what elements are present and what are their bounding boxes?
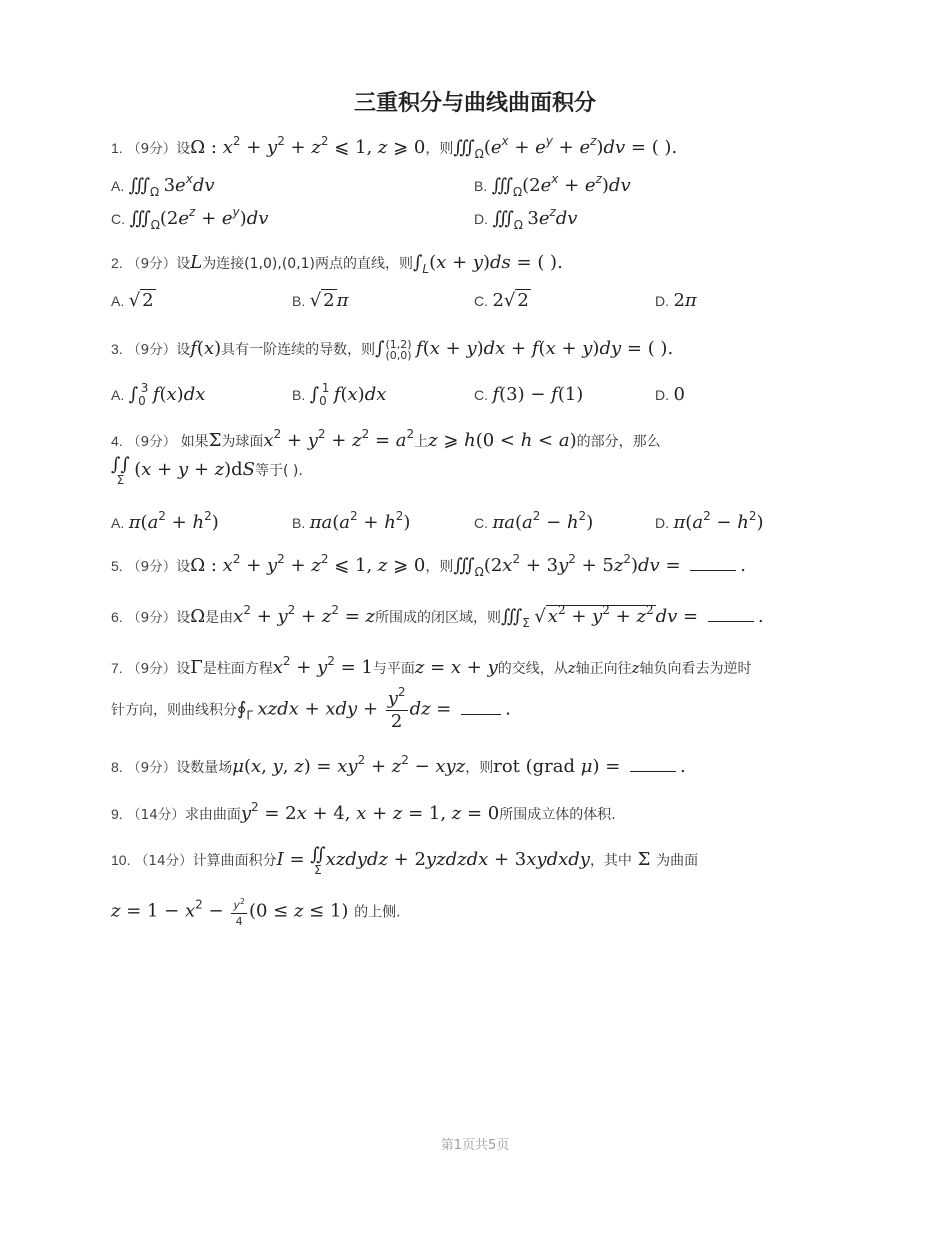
question-score: （9分） — [127, 141, 177, 157]
option-a: A. $∭_\Omega$ $3e^xdv$ — [111, 172, 215, 199]
option-d: D. $∭_\Omega$ $3e^zdv$ — [474, 205, 578, 232]
option-d: D. $\pi(a^2 - h^2)$ — [655, 509, 764, 533]
question-4: 4. （9分） 如果Σ为球面$x^2 + y^2 + z^2 = a^2$上z ⩾ h(0 < h < a)的部分，那么 — [111, 427, 661, 451]
question-10: 10. （14分）计算曲面积分I = ∬ Σ xzdydz + 2yzdzdx + 3xydxdy，其中 Σ 为曲面 — [111, 844, 699, 877]
answer-blank — [630, 757, 676, 772]
question-6: 6. （9分）设Ω是由$x^2 + y^2 + z^2 = z$所围成的闭区域，则$∭_\Sigma$ √ $x^2 + y^2 + z^2$ dv = . — [111, 603, 764, 630]
question-8: 8. （9分）设数量场μ(x, y, $z) = xy^2 + z^2$ − xyz，则rot (grad μ) = . — [111, 753, 686, 777]
option-b: B. $\pi a(a^2 + h^2)$ — [292, 509, 411, 533]
question-3: 3. （9分）设f(x)具有一阶连续的导数，则∫ (1,2) (0,0) f(x + y)dx + f(x + y)dy = ( ). — [111, 338, 674, 362]
answer-blank — [708, 607, 754, 622]
answer-blank — [690, 556, 736, 571]
question-2: 2. （9分）设L为连接(1,0),(0,1)两点的直线，则$\int_L(x + y)ds$ = ( ). — [111, 252, 563, 276]
question-5: 5. （9分）设Ω : $x^2 + y^2 + z^2$ ⩽ 1, z ⩾ 0，则$∭_\Omega(2x^2 + 3y^2 + 5z^2)dv$ = . — [111, 552, 746, 579]
option-b: B. $∭_\Omega(2e^x + e^z)dv$ — [474, 172, 631, 199]
option-c: C. $\pi a(a^2 - h^2)$ — [474, 509, 594, 533]
option-a: A. √ 2 — [111, 290, 154, 311]
option-b: B. √ 2 π — [292, 290, 349, 311]
option-d: D. 0 — [655, 384, 685, 405]
question-9: 9. （14分）求由曲面$y^2 = 2x + 4$, x + z = 1, z = 0所围成立体的体积. — [111, 800, 616, 824]
page-footer: 第1页共5页 — [440, 1138, 510, 1153]
answer-blank — [461, 700, 501, 715]
question-7: 7. （9分）设Γ是柱面方程$x^2 + y^2 = 1$与平面z = x + y的交线，从z轴正向往z轴负向看去为逆时 — [111, 654, 752, 678]
option-c: C. $∭_\Omega(2e^z + e^y)dv$ — [111, 205, 269, 232]
option-c: C. f(3) − f(1) — [474, 384, 584, 405]
option-a: A. $\int_0^3$ f(x)dx — [111, 381, 206, 408]
question-number: 1. — [111, 140, 123, 156]
option-c: C. 2√ 2 — [474, 290, 529, 311]
question-7-line2: 针方向，则曲线积分$∮_\Gamma$ xzdx + xdy + $\frac{y^2}{2}$ dz = . — [111, 685, 511, 732]
option-b: B. $\int_0^1$ f(x)dx — [292, 381, 387, 408]
question-text: 设 — [176, 141, 191, 157]
question-10-line2: $z = 1 - x^2$ − $\frac{y^2}{4}$ (0 ≤ z ≤ 1) 的上侧. — [111, 897, 401, 928]
question-1: 1. （9分）设Ω : $x^2 + y^2 + z^2$ ⩽ 1, z ⩾ 0，则$∭_\Omega(e^x + e^y + e^z)dv$ = ( ). — [111, 134, 678, 161]
question-4-line2: ∫∫ Σ (x + y + z)dS等于( ). — [111, 454, 303, 487]
option-d: D. 2π — [655, 290, 697, 311]
option-a: A. $\pi(a^2 + h^2)$ — [111, 509, 219, 533]
page-title: 三重积分与曲线曲面积分 — [353, 91, 596, 116]
